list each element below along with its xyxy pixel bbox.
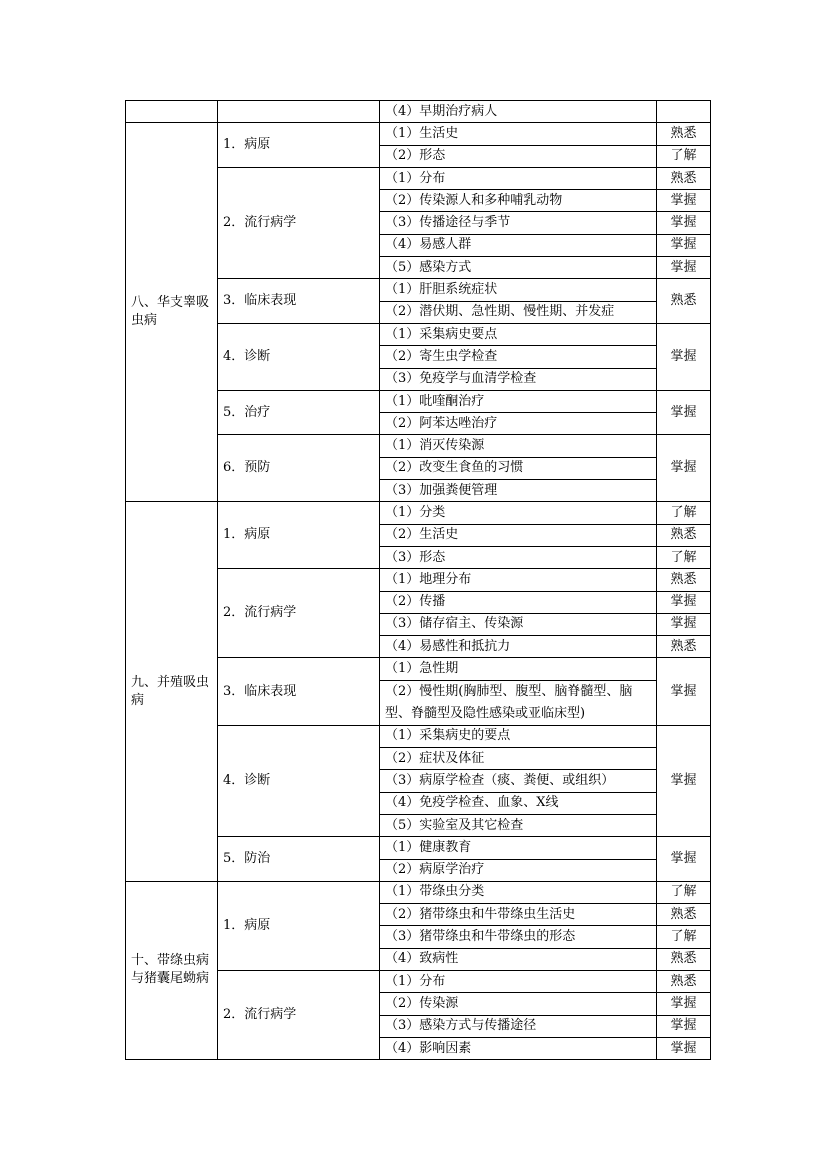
level-badge: 掌握: [657, 257, 711, 279]
item-text: （2）形态: [380, 145, 657, 167]
item-text: （2）改变生食鱼的习惯: [380, 457, 657, 479]
level-badge: 熟悉: [657, 636, 711, 658]
item-text: （2）传染源人和多种哺乳动物: [380, 190, 657, 212]
level-badge: 了解: [657, 546, 711, 568]
level-badge: 熟悉: [657, 569, 711, 591]
disease-name: [126, 101, 218, 123]
level-badge: 掌握: [657, 613, 711, 635]
item-text: （3）形态: [380, 546, 657, 568]
item-text: （3）病原学检查（痰、粪便、或组织）: [380, 770, 657, 792]
level-badge: 掌握: [657, 1015, 711, 1037]
item-text: （1）生活史: [380, 123, 657, 145]
item-text: （1）采集病史要点: [380, 323, 657, 345]
level-badge: 掌握: [657, 212, 711, 234]
item-text: （2）病原学治疗: [380, 859, 657, 881]
level-badge: 掌握: [657, 837, 711, 882]
section-title: 4．诊断: [218, 725, 380, 836]
item-text: （2）传染源: [380, 993, 657, 1015]
level-badge: 掌握: [657, 435, 711, 502]
level-badge: 掌握: [657, 1037, 711, 1059]
section-title: 1．病原: [218, 123, 380, 168]
level-badge: 了解: [657, 926, 711, 948]
level-badge: 熟悉: [657, 904, 711, 926]
item-text: （4）免疫学检查、血象、X线: [380, 792, 657, 814]
item-text: （2）猪带绦虫和牛带绦虫生活史: [380, 904, 657, 926]
item-text: （2）慢性期(胸肺型、腹型、脑脊髓型、脑型、脊髓型及隐性感染或亚临床型): [380, 680, 657, 725]
section-title: 2．流行病学: [218, 970, 380, 1059]
section-title: 2．流行病学: [218, 167, 380, 278]
item-text: （3）感染方式与传播途径: [380, 1015, 657, 1037]
section-title: 2．流行病学: [218, 569, 380, 658]
section-title: 1．病原: [218, 881, 380, 970]
item-text: （1）吡喹酮治疗: [380, 390, 657, 412]
item-text: （2）生活史: [380, 524, 657, 546]
item-text: （1）分布: [380, 970, 657, 992]
section-title: 5．治疗: [218, 390, 380, 435]
item-text: （1）带绦虫分类: [380, 881, 657, 903]
level-badge: 熟悉: [657, 948, 711, 970]
section-title: 3．临床表现: [218, 279, 380, 324]
level-badge: 熟悉: [657, 279, 711, 324]
item-text: （1）急性期: [380, 658, 657, 680]
section-title: 1．病原: [218, 502, 380, 569]
syllabus-table: [125, 100, 711, 1060]
disease-name: 九、并殖吸虫病: [126, 502, 218, 881]
item-text: （4）易感人群: [380, 234, 657, 256]
item-text: （4）早期治疗病人: [380, 101, 657, 123]
level-badge: 熟悉: [657, 123, 711, 145]
section-title: [218, 101, 380, 123]
item-text: （1）分布: [380, 167, 657, 189]
level-badge: 掌握: [657, 725, 711, 836]
table-row: [126, 101, 711, 123]
level-badge: 掌握: [657, 658, 711, 725]
section-title: 4．诊断: [218, 323, 380, 390]
section-title: 6．预防: [218, 435, 380, 502]
item-text: （1）健康教育: [380, 837, 657, 859]
level-badge: 掌握: [657, 591, 711, 613]
table-row: [126, 881, 711, 903]
level-badge: [657, 101, 711, 123]
item-text: （2）症状及体征: [380, 748, 657, 770]
item-text: （5）实验室及其它检查: [380, 814, 657, 836]
table-row: [126, 123, 711, 145]
level-badge: 掌握: [657, 190, 711, 212]
level-badge: 熟悉: [657, 524, 711, 546]
item-text: （4）影响因素: [380, 1037, 657, 1059]
level-badge: 掌握: [657, 390, 711, 435]
level-badge: 熟悉: [657, 167, 711, 189]
level-badge: 了解: [657, 502, 711, 524]
item-text: （2）传播: [380, 591, 657, 613]
item-text: （2）寄生虫学检查: [380, 346, 657, 368]
level-badge: 掌握: [657, 993, 711, 1015]
item-text: （2）潜伏期、急性期、慢性期、并发症: [380, 301, 657, 323]
disease-name: 八、华支睾吸虫病: [126, 123, 218, 502]
level-badge: 掌握: [657, 323, 711, 390]
section-title: 5．防治: [218, 837, 380, 882]
item-text: （1）地理分布: [380, 569, 657, 591]
item-text: （2）阿苯达唑治疗: [380, 413, 657, 435]
item-text: （1）肝胆系统症状: [380, 279, 657, 301]
level-badge: 了解: [657, 881, 711, 903]
syllabus-body: [126, 101, 711, 1060]
disease-name: 十、带绦虫病与猪囊尾蚴病: [126, 881, 218, 1059]
table-row: [126, 502, 711, 524]
level-badge: 熟悉: [657, 970, 711, 992]
item-text: （3）免疫学与血清学检查: [380, 368, 657, 390]
item-text: （3）加强粪便管理: [380, 480, 657, 502]
item-text: （3）储存宿主、传染源: [380, 613, 657, 635]
item-text: （4）易感性和抵抗力: [380, 636, 657, 658]
item-text: （1）采集病史的要点: [380, 725, 657, 747]
item-text: （3）猪带绦虫和牛带绦虫的形态: [380, 926, 657, 948]
item-text: （4）致病性: [380, 948, 657, 970]
level-badge: 掌握: [657, 234, 711, 256]
item-text: （5）感染方式: [380, 257, 657, 279]
section-title: 3．临床表现: [218, 658, 380, 725]
level-badge: 了解: [657, 145, 711, 167]
item-text: （1）分类: [380, 502, 657, 524]
item-text: （1）消灭传染源: [380, 435, 657, 457]
item-text: （3）传播途径与季节: [380, 212, 657, 234]
